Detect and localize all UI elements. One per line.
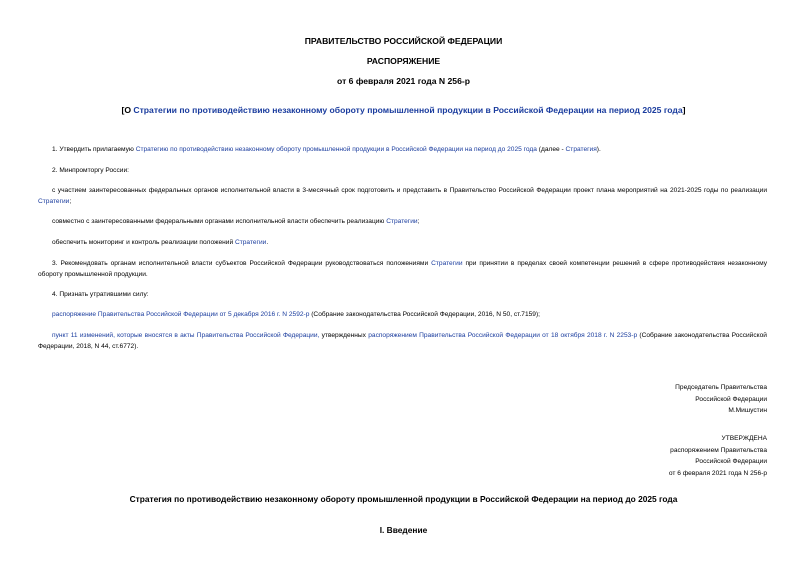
document-title bbox=[0, 105, 807, 115]
paragraph-4b bbox=[38, 331, 767, 352]
p2c-strategy-link[interactable]: Стратегии bbox=[234, 239, 267, 246]
p1-text: 1. Утвердить прилагаемую bbox=[52, 146, 136, 153]
p2c-text: обеспечить мониторинг и контроль реализации положений bbox=[52, 239, 235, 246]
approval-date: от 6 февраля 2021 года N 256-р bbox=[668, 469, 767, 477]
p2b-end: ; bbox=[417, 218, 420, 225]
title-suffix: ] bbox=[682, 105, 686, 115]
p1-text-b: (далее - bbox=[536, 146, 566, 153]
paragraph-2a bbox=[38, 186, 767, 207]
approval-label: УТВЕРЖДЕНА bbox=[721, 435, 767, 442]
p4b-mid: утвержденных bbox=[319, 332, 369, 339]
section-heading: I. Введение bbox=[379, 525, 428, 535]
strategy-title: Стратегия по противодействию незаконному обороту промышленной продукции в Российской Федерации на период до 2025 года bbox=[129, 494, 678, 504]
p2a-strategy-link[interactable]: Стратегии bbox=[38, 197, 70, 205]
approval-block bbox=[467, 433, 767, 479]
p2c-end: . bbox=[266, 239, 269, 246]
p2b-text: совместно с заинтересованными федеральными органами исполнительной власти обеспечить реализацию bbox=[52, 218, 387, 225]
signature-country: Российской Федерации bbox=[695, 395, 767, 403]
paragraph-3 bbox=[38, 259, 767, 280]
date-number-heading: от 6 февраля 2021 года N 256-р bbox=[337, 76, 470, 86]
approval-country: Российской Федерации bbox=[695, 458, 767, 465]
p4b-text: (Собрание законодательства Российской Федерации, 2018, N 44, ст.6772). bbox=[38, 332, 767, 350]
paragraph-4: 4. Признать утратившими силу: bbox=[52, 291, 149, 298]
paragraph-2c bbox=[52, 238, 767, 249]
p3-text-b: при принятии в пределах своей компетенции решений в сфере противодействия незаконному обороту промышленной продукции. bbox=[38, 260, 767, 278]
strategy-short-link[interactable]: Стратегия bbox=[565, 146, 597, 153]
title-prefix: [О bbox=[121, 105, 134, 115]
signature-name: М.Мишустин bbox=[728, 407, 767, 414]
repealed-order-2592-link[interactable]: распоряжение Правительства Российской Федерации от 5 декабря 2016 г. N 2592-р bbox=[52, 311, 310, 318]
title-link[interactable]: Стратегии по противодействию незаконному обороту промышленной продукции в Российской Федерации на период 2025 года bbox=[133, 105, 683, 115]
signature-block bbox=[467, 382, 767, 417]
signature-title: Председатель Правительства bbox=[675, 384, 767, 391]
paragraph-2: 2. Минпромторгу России: bbox=[52, 167, 129, 174]
order-2253-link[interactable]: распоряжением Правительства Российской Федерации от 18 октября 2018 г. N 2253-р bbox=[368, 332, 638, 339]
doc-type-heading: РАСПОРЯЖЕНИЕ bbox=[366, 56, 441, 66]
p2a-end: ; bbox=[69, 197, 72, 205]
p3-strategy-link[interactable]: Стратегии bbox=[431, 260, 463, 267]
p2a-text: с участием заинтересованных федеральных органов исполнительной власти в 3-месячный срок подготовить и представить в Правительство Российской Федерации проект плана мероприятий на 2021-2025 годы по реализации bbox=[52, 187, 767, 194]
p2b-strategy-link[interactable]: Стратегии bbox=[386, 218, 418, 225]
paragraph-2b bbox=[52, 217, 767, 228]
p4a-text: (Собрание законодательства Российской Федерации, 2016, N 50, ст.7159); bbox=[309, 311, 540, 318]
approval-order: распоряжением Правительства bbox=[670, 446, 767, 454]
government-heading: ПРАВИТЕЛЬСТВО РОССИЙСКОЙ ФЕДЕРАЦИИ bbox=[304, 36, 503, 46]
paragraph-1 bbox=[52, 145, 767, 156]
strategy-link[interactable]: Стратегию по противодействию незаконному обороту промышленной продукции в Российской Федерации на период до 2025 года bbox=[135, 146, 537, 153]
p1-text-c: ). bbox=[596, 146, 601, 153]
p3-text: 3. Рекомендовать органам исполнительной власти субъектов Российской Федерации руководствоваться положениями bbox=[52, 260, 432, 267]
clause-11-link[interactable]: пункт 11 изменений, которые вносятся в акты Правительства Российской Федерации, bbox=[52, 332, 320, 339]
paragraph-4a bbox=[52, 310, 767, 321]
